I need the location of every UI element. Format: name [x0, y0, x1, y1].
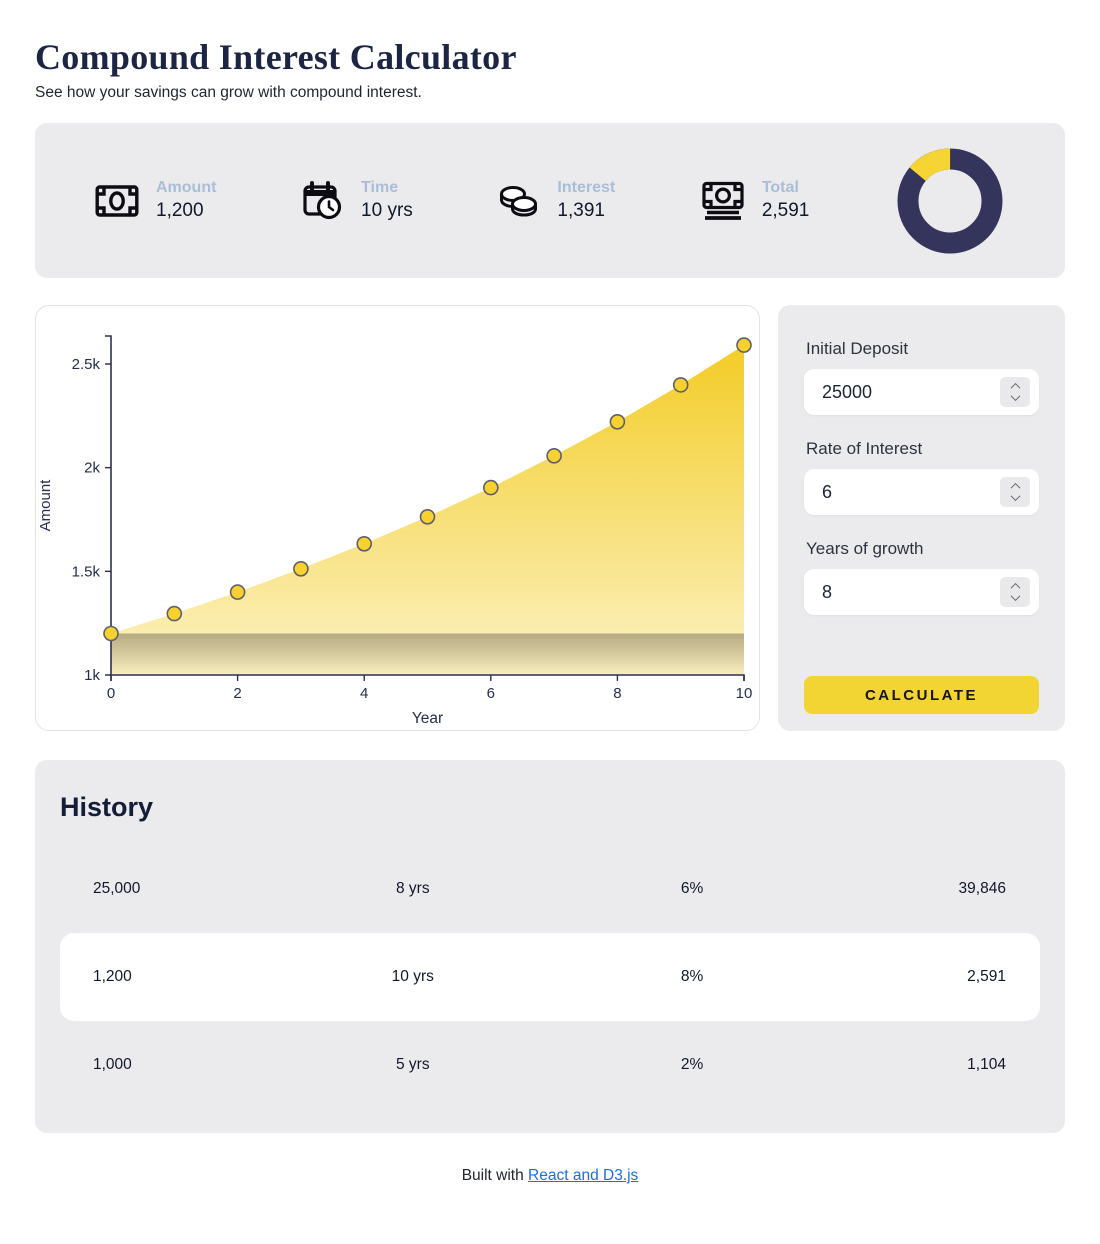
x-axis-label: Year	[411, 710, 444, 727]
history-rate: 6%	[680, 880, 704, 897]
chart-data-point[interactable]	[484, 481, 498, 495]
svg-text:2: 2	[233, 685, 242, 702]
svg-text:0: 0	[106, 685, 116, 702]
chart-data-point[interactable]	[294, 562, 308, 576]
svg-text:1.5k: 1.5k	[71, 563, 100, 581]
coins-icon	[498, 184, 540, 218]
history-rate: 8%	[680, 968, 704, 985]
money-stack-icon	[701, 181, 745, 221]
calculator-form	[778, 305, 1065, 731]
stat-label: Time	[361, 179, 399, 196]
svg-text:10: 10	[735, 685, 753, 702]
svg-text:4: 4	[360, 685, 369, 702]
money-bill-icon	[95, 183, 139, 219]
compound-growth-area-chart	[36, 306, 759, 730]
history-heading: History	[60, 792, 154, 822]
rate-of-interest-label: Rate of Interest	[806, 439, 923, 458]
footer-text: Built with	[461, 1167, 529, 1184]
chart-data-point[interactable]	[737, 338, 751, 352]
chart-data-point[interactable]	[421, 510, 435, 524]
stat-value: 1,200	[156, 200, 204, 221]
history-section	[35, 760, 1065, 1133]
history-total: 2,591	[967, 968, 1006, 985]
initial-deposit-input[interactable]	[822, 382, 1000, 403]
rate-of-interest-input[interactable]	[822, 482, 1000, 503]
history-total: 1,104	[967, 1056, 1006, 1073]
chart-data-point[interactable]	[547, 449, 561, 463]
initial-deposit-label: Initial Deposit	[806, 339, 909, 358]
page-subtitle: See how your savings can grow with compound interest.	[35, 84, 422, 101]
principal-interest-donut-chart	[895, 146, 1005, 256]
history-amount: 25,000	[93, 880, 141, 897]
stat-label: Total	[761, 179, 799, 196]
chart-data-point[interactable]	[231, 585, 245, 599]
history-row[interactable]	[60, 845, 1040, 933]
stat-amount	[95, 179, 216, 222]
rate-of-interest-input-box	[804, 469, 1039, 515]
chevron-down-icon	[1010, 391, 1020, 401]
chevron-down-icon	[1010, 491, 1020, 501]
chart-data-point[interactable]	[610, 415, 624, 429]
years-of-growth-stepper[interactable]	[1000, 577, 1030, 607]
initial-deposit-input-box	[804, 369, 1039, 415]
history-time: 8 yrs	[395, 880, 430, 897]
stat-value: 2,591	[761, 200, 810, 221]
y-axis-label: Amount	[37, 479, 54, 532]
history-rate: 2%	[680, 1056, 704, 1073]
svg-text:8: 8	[613, 685, 622, 702]
history-time: 5 yrs	[395, 1056, 430, 1073]
chart-data-point[interactable]	[167, 607, 181, 621]
stat-time	[302, 179, 413, 222]
chevron-down-icon	[1010, 591, 1020, 601]
svg-text:6: 6	[486, 685, 495, 702]
stat-total	[701, 179, 810, 222]
y-axis	[105, 336, 111, 675]
chart-data-point[interactable]	[104, 627, 118, 641]
credits-link[interactable]: React and D3.js	[528, 1167, 639, 1184]
rate-of-interest-stepper[interactable]	[1000, 477, 1030, 507]
stats-summary-bar	[35, 123, 1065, 278]
stat-value: 1,391	[557, 200, 605, 221]
history-amount: 1,200	[93, 968, 132, 985]
svg-text:2k: 2k	[84, 459, 100, 477]
history-row-selected[interactable]	[60, 933, 1040, 1021]
growth-chart-card	[35, 305, 760, 731]
stat-interest	[498, 179, 615, 222]
history-amount: 1,000	[93, 1056, 132, 1073]
stat-label: Interest	[557, 179, 616, 196]
calculate-button[interactable]: CALCULATE	[804, 676, 1039, 714]
history-time: 10 yrs	[391, 968, 434, 985]
initial-deposit-stepper[interactable]	[1000, 377, 1030, 407]
principal-band	[111, 634, 744, 675]
stat-text	[361, 179, 413, 222]
years-of-growth-input[interactable]	[822, 582, 1000, 603]
footer	[35, 1167, 1065, 1185]
history-row[interactable]	[60, 1021, 1040, 1109]
chart-data-point[interactable]	[674, 378, 688, 392]
svg-text:1k: 1k	[84, 667, 100, 684]
calendar-clock-icon	[302, 180, 344, 222]
stat-text	[557, 179, 615, 222]
stat-value: 10 yrs	[361, 200, 413, 221]
stat-text	[156, 179, 216, 222]
years-of-growth-label: Years of growth	[806, 539, 924, 558]
stat-label: Amount	[156, 179, 217, 196]
history-total: 39,846	[958, 880, 1006, 897]
x-axis	[111, 675, 744, 681]
page-title: Compound Interest Calculator	[35, 37, 517, 77]
svg-text:2.5k: 2.5k	[71, 355, 100, 373]
chart-data-point[interactable]	[357, 537, 371, 551]
stat-text	[762, 179, 810, 222]
years-of-growth-input-box	[804, 569, 1039, 615]
